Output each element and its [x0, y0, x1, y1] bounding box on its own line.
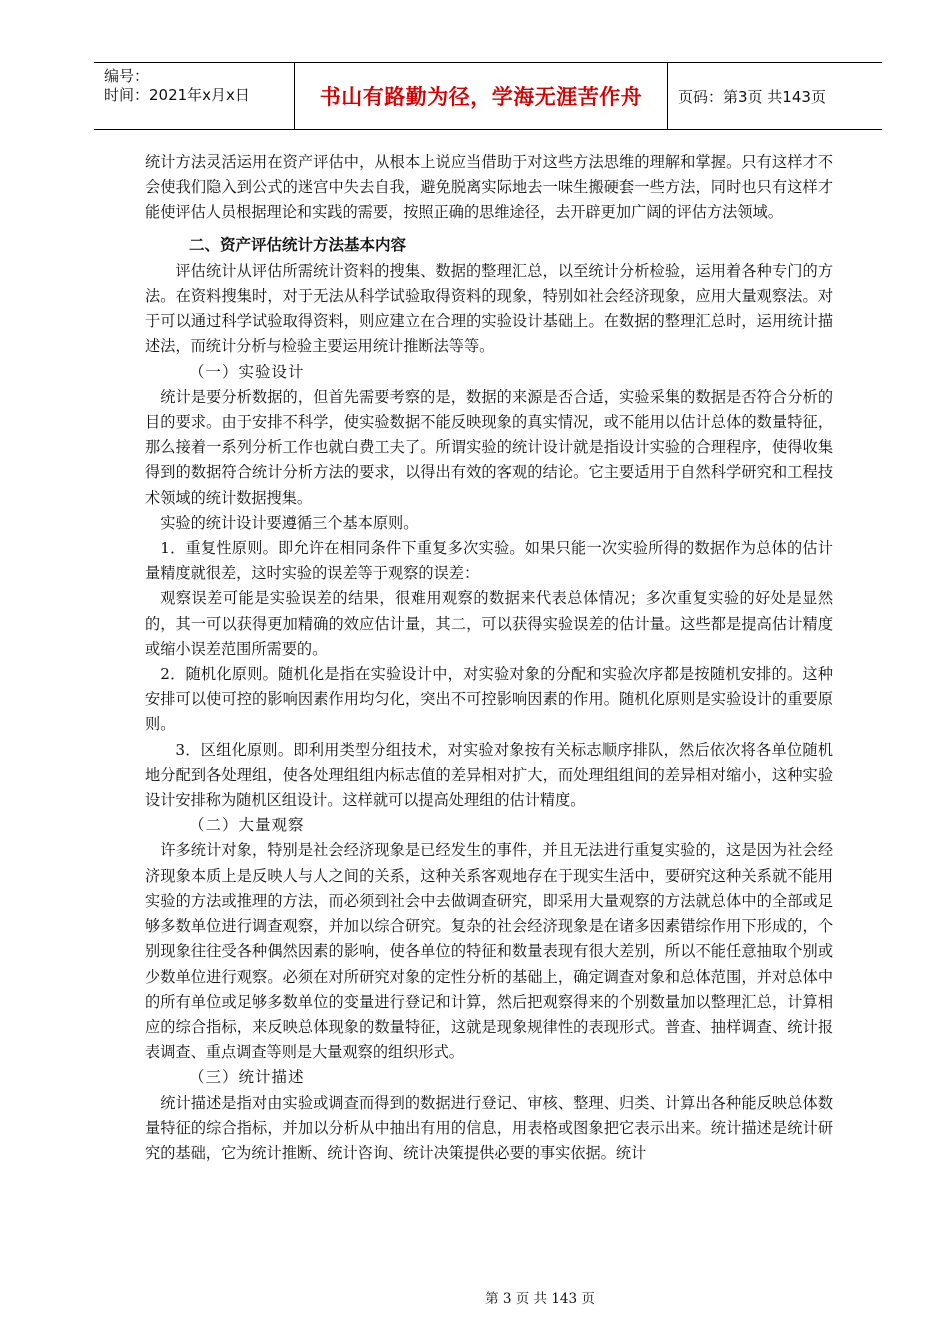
paragraph: 观察误差可能是实验误差的结果，很难用观察的数据来代表总体情况；多次重复实验的好处是显然的，其一可以获得更加精确的效应估计量，其二，可以获得实验误差的估计量。这些都是提高估计精度或缩小误差范围所需要的。	[145, 589, 833, 658]
paragraph: 3．区组化原则。即利用类型分组技术，对实验对象按有关标志顺序排队，然后依次将各单位随机地分配到各处理组，使各处理组组内标志值的差异相对扩大，而处理组组间的差异相对缩小，这种实验设计安排称为随机区组设计。这样就可以提高处理组的估计精度。	[145, 740, 833, 810]
header-meta	[94, 63, 294, 129]
time-label: 时间：2021年x月x日	[104, 86, 250, 104]
paragraph: 统计是要分析数据的，但首先需要考察的是，数据的来源是否合适，实验采集的数据是否符合分析的目的要求。由于安排不科学，使实验数据不能反映现象的真实情况，或不能用以估计总体的数量特征，那么接着一系列分析工作也就白费工夫了。所谓实验的统计设计就是指设计实验的合理程序，使得收集得到的数据符合统计分析方法的要求，以得出有效的客观的结论。它主要适用于自然科学研究和工程技术领域的统计数据搜集。	[145, 387, 833, 507]
header-page-info	[668, 63, 882, 129]
paragraph: 许多统计对象，特别是社会经济现象是已经发生的事件，并且无法进行重复实验的，这是因为社会经济现象本质上是反映人与人之间的关系，这种关系客观地存在于现实生活中，要研究这种关系就不能用实验的方法或推理的方法，而必须到社会中去做调查研究，即采用大量观察的方法就总体中的全部或足够多数单位进行调查观察，并加以综合研究。复杂的社会经济现象是在诸多因素错综作用下形成的，个别现象往往受各种偶然因素的影响，使各单位的特征和数量表现有很大差别，所以不能任意抽取个别或少数单位进行观察。必须在对所研究对象的定性分析的基础上，确定调查对象和总体范围，并对总体中的所有单位或足够多数单位的变量进行登记和计算，然后把观察得来的个别数量加以整理汇总，计算相应的综合指标，来反映总体现象的数量特征，这就是现象规律性的表现形式。普查、抽样调查、统计报表调查、重点调查等则是大量观察的组织形式。	[145, 841, 833, 1062]
paragraph: 统计描述是指对由实验或调查而得到的数据进行登记、审核、整理、归类、计算出各种能反映总体数量特征的综合指标，并加以分析从中抽出有用的信息，用表格或图象把它表示出来。统计描述是统计研究的基础，它为统计推断、统计咨询、统计决策提供必要的事实依据。统计	[145, 1093, 833, 1162]
paragraph: 统计方法灵活运用在资产评估中，从根本上说应当借助于对这些方法思维的理解和掌握。只有这样才不会使我们隐入到公式的迷宫中失去自我，避免脱离实际地去一味生搬硬套一些方法，同时也只有这样才能使评估人员根据理论和实践的需要，按照正确的思维途径，去开辟更加广阔的评估方法领域。	[145, 153, 833, 222]
subsection-heading: （三）统计描述	[189, 1068, 305, 1087]
paragraph: 2．随机化原则。随机化是指在实验设计中，对实验对象的分配和实验次序都是按随机安排的。这种安排可以使可控的影响因素作用均匀化，突出不可控影响因素的作用。随机化原则是实验设计的重要原则。	[145, 665, 833, 734]
page-info-text: 页码：第3页 共143页	[678, 87, 826, 106]
serial-number-label: 编号：	[104, 67, 150, 85]
section-heading: 二、资产评估统计方法基本内容	[189, 235, 407, 254]
page-header	[94, 62, 882, 130]
document-body	[145, 150, 833, 1166]
paragraph: 实验的统计设计要遵循三个基本原则。	[160, 513, 419, 532]
paragraph: 评估统计从评估所需统计资料的搜集、数据的整理汇总，以至统计分析检验，运用着各种专门的方法。在资料搜集时，对于无法从科学试验取得资料的现象，特别如社会经济现象，应用大量观察法。对于可以通过科学试验取得资料，则应建立在合理的实验设计基础上。在数据的整理汇总时，运用统计描述法，而统计分析与检验主要运用统计推断法等等。	[145, 261, 833, 356]
subsection-heading: （二）大量观察	[189, 816, 305, 835]
motto-text: 书山有路勤为径，学海无涯苦作舟	[319, 85, 643, 109]
paragraph: 1．重复性原则。即允许在相同条件下重复多次实验。如果只能一次实验所得的数据作为总体的估计量精度就很差，这时实验的误差等于观察的误差：	[145, 539, 833, 583]
subsection-heading: （一）实验设计	[189, 362, 305, 381]
page-footer	[0, 1287, 950, 1307]
footer-page-number: 第 3 页 共 143 页	[485, 1291, 595, 1307]
header-motto	[294, 63, 668, 129]
